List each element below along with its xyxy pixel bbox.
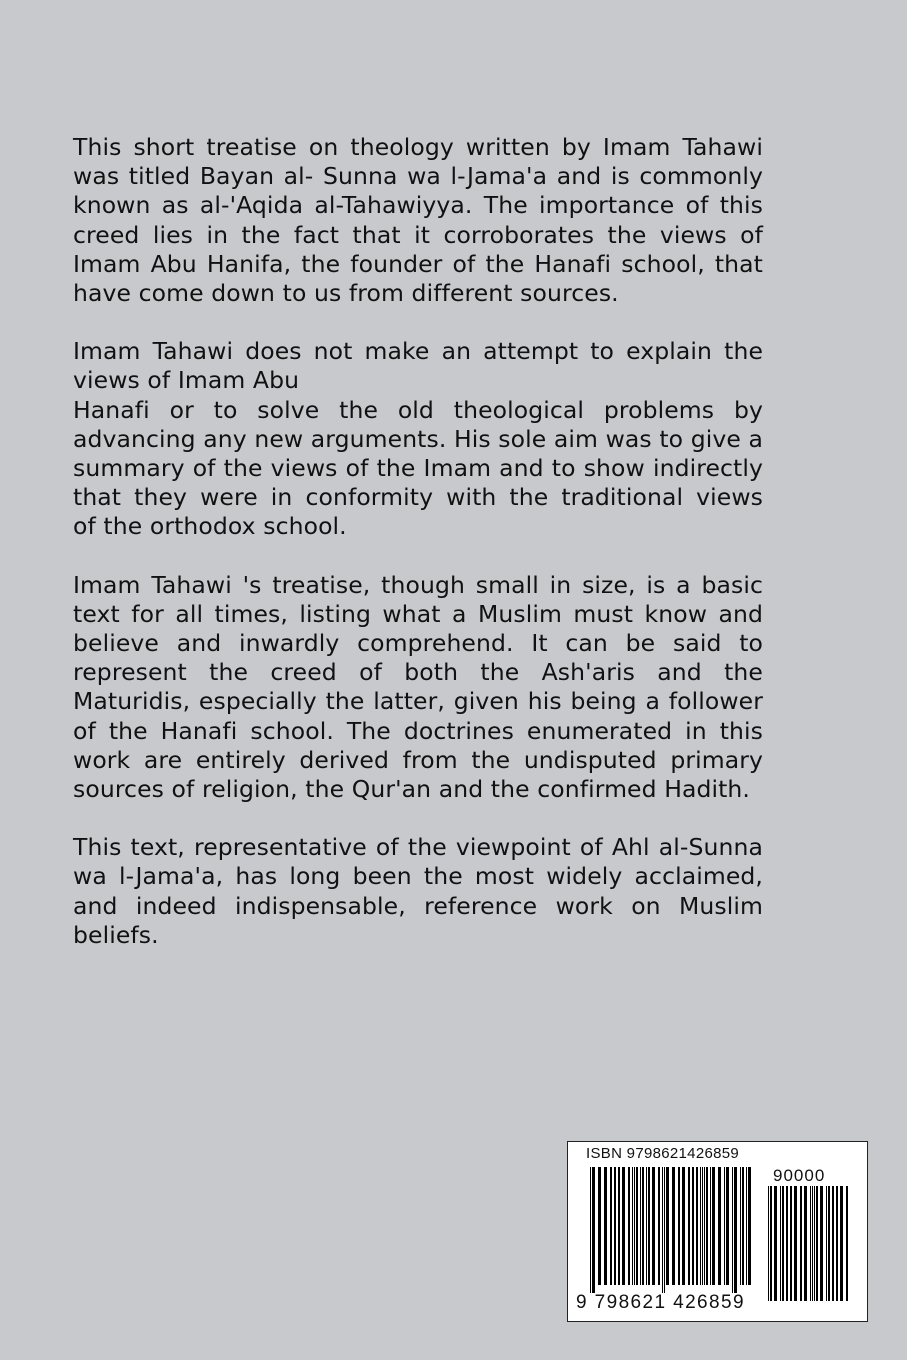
text-line: that they were in conformity with the traditional views (73, 483, 763, 512)
barcode-bar (782, 1186, 784, 1301)
barcode-bar (628, 1167, 630, 1285)
barcode-bar (636, 1167, 638, 1285)
barcode-bar (662, 1167, 663, 1293)
barcode-bar (652, 1167, 655, 1285)
addon-barcode-bars (768, 1186, 848, 1301)
barcode-bar (800, 1186, 802, 1301)
barcode-bar (726, 1167, 729, 1285)
barcode-bar (700, 1167, 701, 1285)
text-line: sources of religion, the Qur'an and the confirmed Hadith. (73, 775, 750, 804)
barcode-bar (812, 1186, 813, 1301)
barcode-bar (634, 1167, 635, 1285)
paragraph-2 (73, 337, 763, 541)
barcode-bar (642, 1167, 644, 1285)
barcode-bar (816, 1186, 818, 1301)
barcode-bar (688, 1167, 690, 1285)
barcode-bar (768, 1186, 769, 1301)
text-line: work are entirely derived from the undisputed primary (73, 745, 763, 774)
barcode-bar (646, 1167, 647, 1285)
paragraph-4 (73, 833, 763, 950)
blurb-text (73, 133, 763, 979)
text-line: creed lies in the fact that it corroborates the views of (73, 220, 763, 249)
barcode-bar (604, 1167, 607, 1285)
text-line: advancing any new arguments. His sole aim was to give a (73, 424, 763, 453)
barcode-bar (820, 1186, 823, 1301)
barcode-bar (790, 1186, 792, 1301)
text-line: This text, representative of the viewpoint of Ahl al-Sunna (73, 833, 763, 862)
text-line: wa l-Jama'a, has long been the most widely acclaimed, (73, 862, 763, 891)
barcode-bar (718, 1167, 721, 1285)
barcode-bar (810, 1186, 811, 1301)
barcode-bar (648, 1167, 650, 1285)
barcode-bar (846, 1186, 848, 1301)
barcode-bar (706, 1167, 708, 1285)
text-line: Imam Tahawi 's treatise, though small in size, is a basic (73, 570, 763, 599)
barcode-bar (618, 1167, 620, 1285)
text-line: and indeed indispensable, reference work on Muslim (73, 891, 763, 920)
isbn-label: ISBN 9798621426859 (586, 1145, 740, 1162)
barcode-bar (840, 1186, 843, 1301)
ean-barcode-bars (590, 1167, 752, 1293)
barcode-bar (836, 1186, 838, 1301)
paragraph-1 (73, 133, 763, 308)
barcode-bar (832, 1186, 834, 1301)
barcode-bar (732, 1167, 733, 1293)
text-line: beliefs. (73, 920, 159, 949)
barcode-bar (610, 1167, 612, 1285)
barcode-bar (742, 1167, 744, 1285)
barcode-bar (786, 1186, 788, 1301)
addon-digits: 90000 (773, 1166, 826, 1185)
barcode-bar (622, 1167, 625, 1285)
barcode-bar (592, 1167, 595, 1293)
barcode-bar (702, 1167, 703, 1285)
barcode-bar (664, 1167, 665, 1293)
text-line: text for all times, listing what a Muslim must know and (73, 599, 763, 628)
isbn-barcode (567, 1141, 868, 1322)
text-line: was titled Bayan al- Sunna wa l-Jama'a and is commonly (73, 162, 763, 191)
barcode-bar (828, 1186, 830, 1301)
barcode-bar (696, 1167, 698, 1285)
text-line: views of Imam Abu (73, 366, 300, 395)
barcode-bar (658, 1167, 660, 1285)
barcode-bar (666, 1167, 669, 1285)
barcode-bar (794, 1186, 797, 1301)
barcode-bar (712, 1167, 715, 1285)
barcode-bar (672, 1167, 675, 1285)
text-line: This short treatise on theology written by Imam Tahawi (73, 133, 763, 161)
barcode-bar (614, 1167, 616, 1285)
barcode-bar (692, 1167, 694, 1285)
text-line: of the orthodox school. (73, 512, 347, 541)
paragraph-3 (73, 571, 763, 805)
text-line: represent the creed of both the Ash'aris and the (73, 658, 763, 687)
barcode-bar (774, 1186, 777, 1301)
barcode-bar (710, 1167, 711, 1285)
barcode-bar (814, 1186, 815, 1301)
barcode-bar (598, 1167, 601, 1285)
text-line: have come down to us from different sources. (73, 279, 619, 308)
text-line: Imam Abu Hanifa, the founder of the Hanafi school, that (73, 249, 763, 278)
barcode-bar (678, 1167, 680, 1285)
text-line: Hanafi or to solve the old theological problems by (73, 395, 763, 424)
barcode-bar (590, 1167, 591, 1293)
text-line: summary of the views of the Imam and to show indirectly (73, 454, 763, 483)
barcode-bar (748, 1167, 751, 1285)
barcode-bar (734, 1167, 737, 1293)
barcode-bar (804, 1186, 807, 1301)
barcode-bar (682, 1167, 685, 1285)
barcode-bar (704, 1167, 705, 1285)
barcode-bar (740, 1167, 741, 1285)
barcode-bar (746, 1167, 747, 1285)
barcode-bar (770, 1186, 772, 1301)
barcode-bar (780, 1186, 781, 1301)
ean-digits: 9 798621 426859 (576, 1292, 745, 1313)
barcode-bar (640, 1167, 641, 1285)
text-line: Imam Tahawi does not make an attempt to explain the (73, 337, 763, 366)
text-line: of the Hanafi school. The doctrines enumerated in this (73, 716, 763, 745)
text-line: believe and inwardly comprehend. It can be said to (73, 629, 763, 658)
barcode-bar (724, 1167, 725, 1285)
barcode-bar (632, 1167, 633, 1285)
text-line: Maturidis, especially the latter, given his being a follower (73, 687, 763, 716)
barcode-bar (826, 1186, 827, 1301)
text-line: known as al-'Aqida al-Tahawiyya. The importance of this (73, 191, 763, 220)
